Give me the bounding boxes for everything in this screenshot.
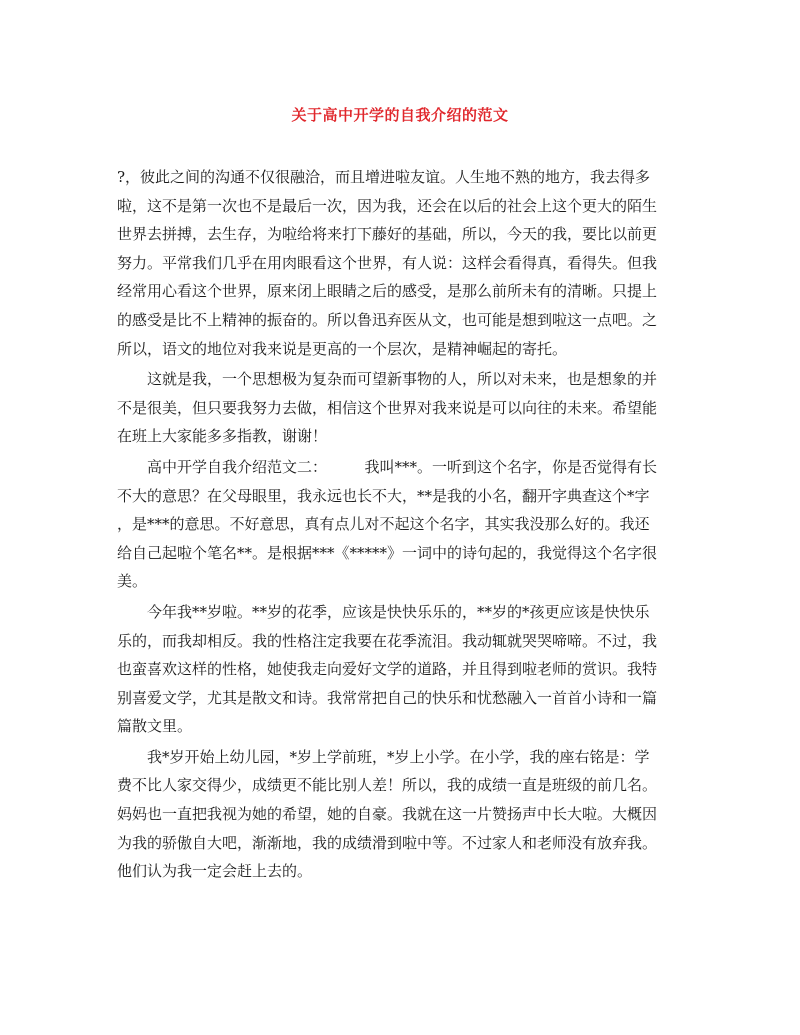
document-title: 关于高中开学的自我介绍的范文 bbox=[291, 106, 509, 124]
text-line: 他们认为我一定会赶上去的。 bbox=[117, 862, 313, 881]
text-line: 妈妈也一直把我视为她的希望，她的自豪。我就在这一片赞扬声中长大啦。大概因 bbox=[117, 805, 658, 824]
paragraph bbox=[117, 743, 687, 886]
text-line: 为我的骄傲自大吧，渐渐地，我的成绩滑到啦中等。不过家人和老师没有放弃我。 bbox=[117, 833, 658, 852]
text-line: 在班上大家能多多指教，谢谢！ bbox=[117, 427, 328, 446]
text-line: 不大的意思？在父母眼里，我永远也长不大，**是我的小名，翻开字典查这个*字 bbox=[117, 486, 650, 505]
text-line: 高中开学自我介绍范文二： 我叫***。一听到这个名字，你是否觉得有长 bbox=[117, 457, 658, 476]
paragraph bbox=[117, 365, 687, 451]
text-line: 努力。平常我们几乎在用肉眼看这个世界，有人说：这样会看得真，看得失。但我 bbox=[117, 253, 658, 272]
text-line: 也蛮喜欢这样的性格，她使我走向爱好文学的道路，并且得到啦老师的赏识。我特 bbox=[117, 660, 658, 679]
text-line: 所以，语文的地位对我来说是更高的一个层次，是精神崛起的寄托。 bbox=[117, 339, 568, 358]
text-line: 啦，这不是第一次也不是最后一次，因为我，还会在以后的社会上这个更大的陌生 bbox=[117, 196, 658, 215]
document-body bbox=[117, 163, 687, 886]
text-line: 今年我**岁啦。**岁的花季，应该是快快乐乐的，**岁的*孩更应该是快快乐 bbox=[117, 602, 650, 621]
text-line: ，是***的意思。不好意思，真有点儿对不起这个名字，其实我没那么好的。我还 bbox=[117, 515, 650, 534]
text-line: 给自己起啦个笔名**。是根据***《*****》一词中的诗句起的，我觉得这个名字很 bbox=[117, 543, 658, 562]
text-line: 的感受是比不上精神的振奋的。所以鲁迅弃医从文，也可能是想到啦这一点吧。之 bbox=[117, 310, 658, 329]
text-line: ?，彼此之间的沟通不仅很融洽，而且增进啦友谊。人生地不熟的地方，我去得多 bbox=[117, 168, 651, 186]
text-line: 别喜爱文学，尤其是散文和诗。我常常把自己的快乐和忧愁融入一首首小诗和一篇 bbox=[117, 688, 658, 707]
text-line: 世界去拼搏，去生存，为啦给将来打下藤好的基础，所以，今天的我，要比以前更 bbox=[117, 225, 658, 244]
text-line: 不是很美，但只要我努力去做，相信这个世界对我来说是可以向往的未来。希望能 bbox=[117, 398, 658, 417]
paragraph bbox=[117, 163, 687, 363]
text-line: 费不比人家交得少，成绩更不能比别人差！所以，我的成绩一直是班级的前几名。 bbox=[117, 776, 658, 795]
text-line: 美。 bbox=[117, 572, 148, 591]
text-line: 经常用心看这个世界，原来闭上眼睛之后的感受，是那么前所未有的清晰。只提上 bbox=[117, 282, 658, 301]
paragraph bbox=[117, 598, 687, 741]
text-line: 这就是我，一个思想极为复杂而可望新事物的人，所以对未来，也是想象的并 bbox=[117, 370, 658, 389]
text-line: 篇散文里。 bbox=[117, 717, 193, 736]
text-line: 乐的，而我却相反。我的性格注定我要在花季流泪。我动辄就哭哭啼啼。不过，我 bbox=[117, 631, 658, 650]
text-line: 我*岁开始上幼儿园，*岁上学前班，*岁上小学。在小学，我的座右铭是：学 bbox=[117, 747, 650, 766]
paragraph bbox=[117, 453, 687, 596]
